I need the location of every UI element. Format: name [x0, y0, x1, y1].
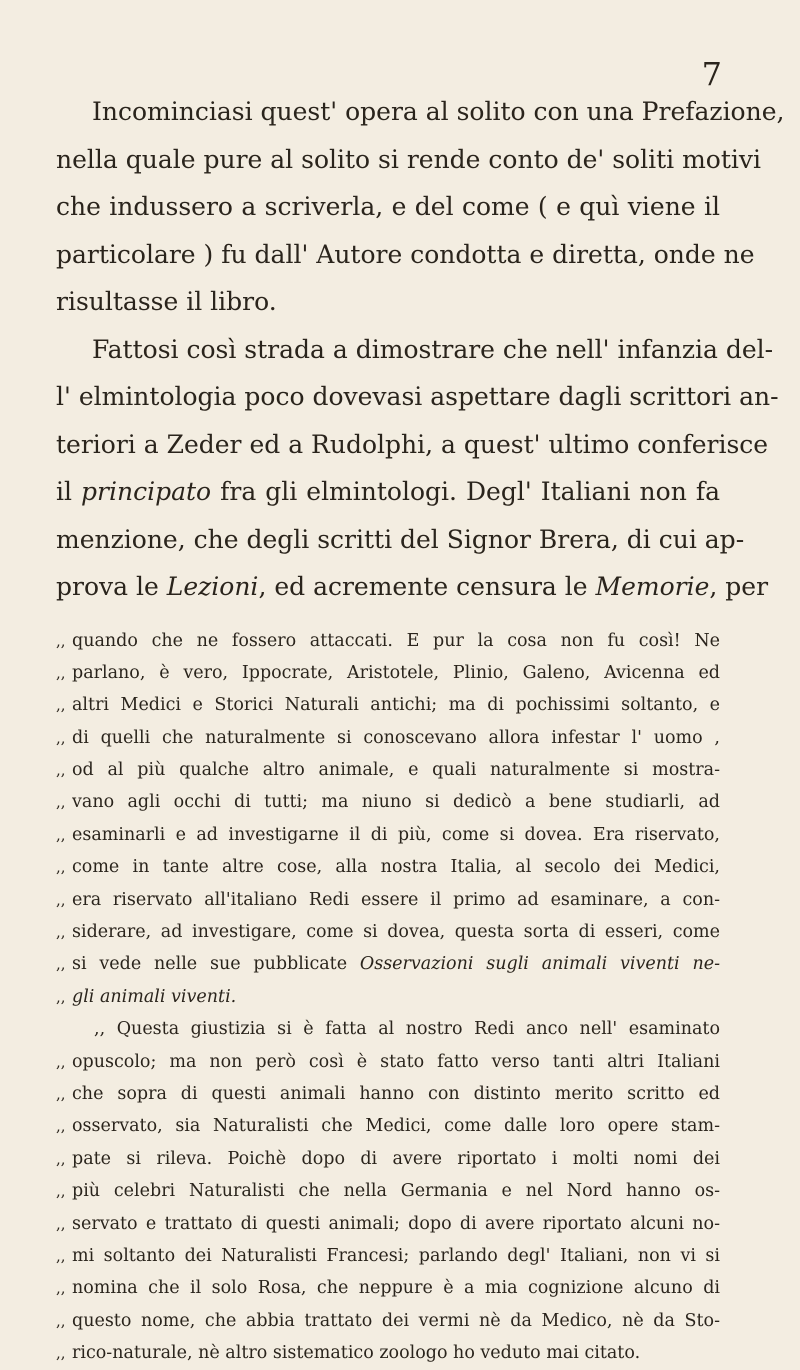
quote-text: come in tante altre cose, alla nostra Italia, al secolo dei Medici,	[72, 857, 720, 878]
quote-text: vano agli occhi di tutti; ma niuno si dedicò a bene studiarli, ad	[72, 792, 720, 813]
text-run: si vede nelle sue pubblicate	[72, 954, 360, 975]
quote-mark: ,,	[56, 1182, 66, 1201]
quote-text: rico-naturale, nè altro sistematico zoologo ho veduto mai citato.	[72, 1343, 641, 1364]
text-run: il	[56, 477, 82, 506]
quote-mark: ,,	[56, 761, 66, 780]
page-body	[56, 88, 785, 1369]
italic-term: principato	[81, 477, 212, 506]
quote-line	[56, 1175, 720, 1207]
quote-mark: ,,	[56, 890, 66, 909]
quote-text: od al più qualche altro animale, e quali naturalmente si mostra-	[72, 760, 720, 781]
text-line: risultasse il libro.	[56, 287, 277, 316]
quote-text: parlano, è vero, Ippocrate, Aristotele, Plinio, Galeno, Avicenna ed	[72, 662, 720, 683]
quote-mark: ,,	[56, 1084, 66, 1103]
quote-mark: ,,	[56, 825, 66, 844]
text-run: , per	[709, 572, 769, 601]
text-line: l' elmintologia poco dovevasi aspettare dagli scrittori an-	[56, 382, 779, 411]
quote-mark: ,,	[56, 1279, 66, 1298]
quote-line	[56, 1110, 720, 1142]
text-run: fra gli elmintologi. Degl' Italiani non fa	[211, 477, 720, 506]
quotation-block	[56, 625, 720, 1370]
quote-line	[56, 786, 720, 818]
quote-text: era riservato all'italiano Redi essere il primo ad esaminare, a con-	[72, 889, 720, 910]
text-line: nella quale pure al solito si rende conto de' soliti motivi	[56, 144, 762, 174]
italic-title: gli animali viventi.	[72, 986, 237, 1007]
quote-text: altri Medici e Storici Naturali antichi; ma di pochissimi soltanto, e	[72, 695, 720, 716]
quote-line	[56, 1305, 720, 1337]
quote-mark: ,,	[56, 728, 66, 747]
quote-text: mi soltanto dei Naturalisti Francesi; parlando degl' Italiani, non vi si	[72, 1245, 720, 1266]
quote-line	[56, 819, 720, 851]
quote-line	[56, 625, 720, 657]
quote-text: siderare, ad investigare, come si dovea, questa sorta di esseri, come	[72, 922, 720, 943]
quote-mark: ,,	[56, 955, 66, 974]
quote-text: quando che ne fossero attaccati. E pur la cosa non fu così! Ne	[72, 630, 720, 651]
quote-mark: ,,	[56, 1052, 66, 1071]
italic-title: Osservazioni sugli animali viventi ne-	[359, 954, 720, 975]
text-line: Fattosi così strada a dimostrare che nell' infanzia del-	[92, 334, 774, 364]
quote-text: più celebri Naturalisti che nella Germania e nel Nord hanno os-	[72, 1181, 720, 1202]
italic-term: Lezioni	[166, 572, 259, 601]
quote-line	[56, 1272, 720, 1304]
quote-text: nomina che il solo Rosa, che neppure è a mia cognizione alcuno di	[72, 1278, 720, 1299]
page-number: 7	[701, 55, 722, 93]
quote-mark: ,,	[56, 858, 66, 877]
quote-line	[56, 1337, 720, 1369]
text-line: che indussero a scriverla, e del come ( e quì viene il	[56, 192, 720, 221]
quote-mark: ,,	[56, 631, 66, 650]
quote-line	[56, 981, 720, 1013]
quote-mark: ,,	[56, 1246, 66, 1265]
quote-mark: ,,	[56, 1311, 66, 1330]
quote-line	[56, 657, 720, 689]
text-line: menzione, che degli scritti del Signor Brera, di cui ap-	[56, 524, 745, 554]
quote-text: esaminarli e ad investigarne il di più, come si dovea. Era riservato,	[72, 824, 720, 845]
quote-mark: ,,	[56, 663, 66, 682]
quote-line	[56, 916, 720, 948]
prose-section	[56, 88, 785, 611]
text-line: particolare ) fu dall' Autore condotta e diretta, onde ne	[56, 239, 755, 269]
quote-line	[56, 689, 720, 721]
text-line: Incominciasi quest' opera al solito con una Prefazione,	[92, 97, 785, 126]
quote-line	[56, 1240, 720, 1272]
quote-line	[56, 948, 720, 980]
quote-mark: ,,	[56, 923, 66, 942]
quote-mark: ,,	[56, 1214, 66, 1233]
quote-mark: ,,	[94, 1019, 106, 1040]
quote-line	[56, 1013, 720, 1045]
quote-text: opuscolo; ma non però così è stato fatto verso tanti altri Italiani	[72, 1051, 720, 1072]
quote-text	[72, 981, 720, 1013]
quote-mark: ,,	[56, 1149, 66, 1168]
quote-line	[56, 1078, 720, 1110]
quote-text: che sopra di questi animali hanno con distinto merito scritto ed	[72, 1083, 720, 1104]
text-run: , ed acremente censura le	[258, 572, 596, 601]
quote-text	[72, 1013, 720, 1045]
quote-line	[56, 1208, 720, 1240]
text-run: Questa giustizia si è fatta al nostro Redi anco nell' esaminato	[116, 1019, 720, 1040]
quote-line	[56, 884, 720, 916]
text-line: teriori a Zeder ed a Rudolphi, a quest' ultimo conferisce	[56, 429, 769, 459]
quote-line	[56, 1143, 720, 1175]
quote-text: osservato, sia Naturalisti che Medici, come dalle loro opere stam-	[72, 1116, 720, 1137]
quote-mark: ,,	[56, 793, 66, 812]
quote-text: di quelli che naturalmente si conoscevano allora infestar l' uomo ,	[72, 727, 720, 748]
quote-mark: ,,	[56, 987, 66, 1006]
quote-text: servato e trattato di questi animali; dopo di avere riportato alcuni no-	[72, 1213, 720, 1234]
text-line	[56, 468, 720, 516]
quote-line	[56, 1046, 720, 1078]
quote-line	[56, 754, 720, 786]
text-line	[56, 563, 769, 611]
text-run: prova le	[56, 572, 167, 601]
quote-mark: ,,	[56, 696, 66, 715]
quote-mark: ,,	[56, 1117, 66, 1136]
quote-line	[56, 851, 720, 883]
quote-text	[72, 948, 720, 980]
quote-text: questo nome, che abbia trattato dei vermi nè da Medico, nè da Sto-	[72, 1310, 720, 1331]
quote-text: pate si rileva. Poichè dopo di avere riportato i molti nomi dei	[72, 1148, 720, 1169]
quote-mark: ,,	[56, 1344, 66, 1363]
italic-term: Memorie	[595, 572, 710, 601]
quote-line	[56, 722, 720, 754]
